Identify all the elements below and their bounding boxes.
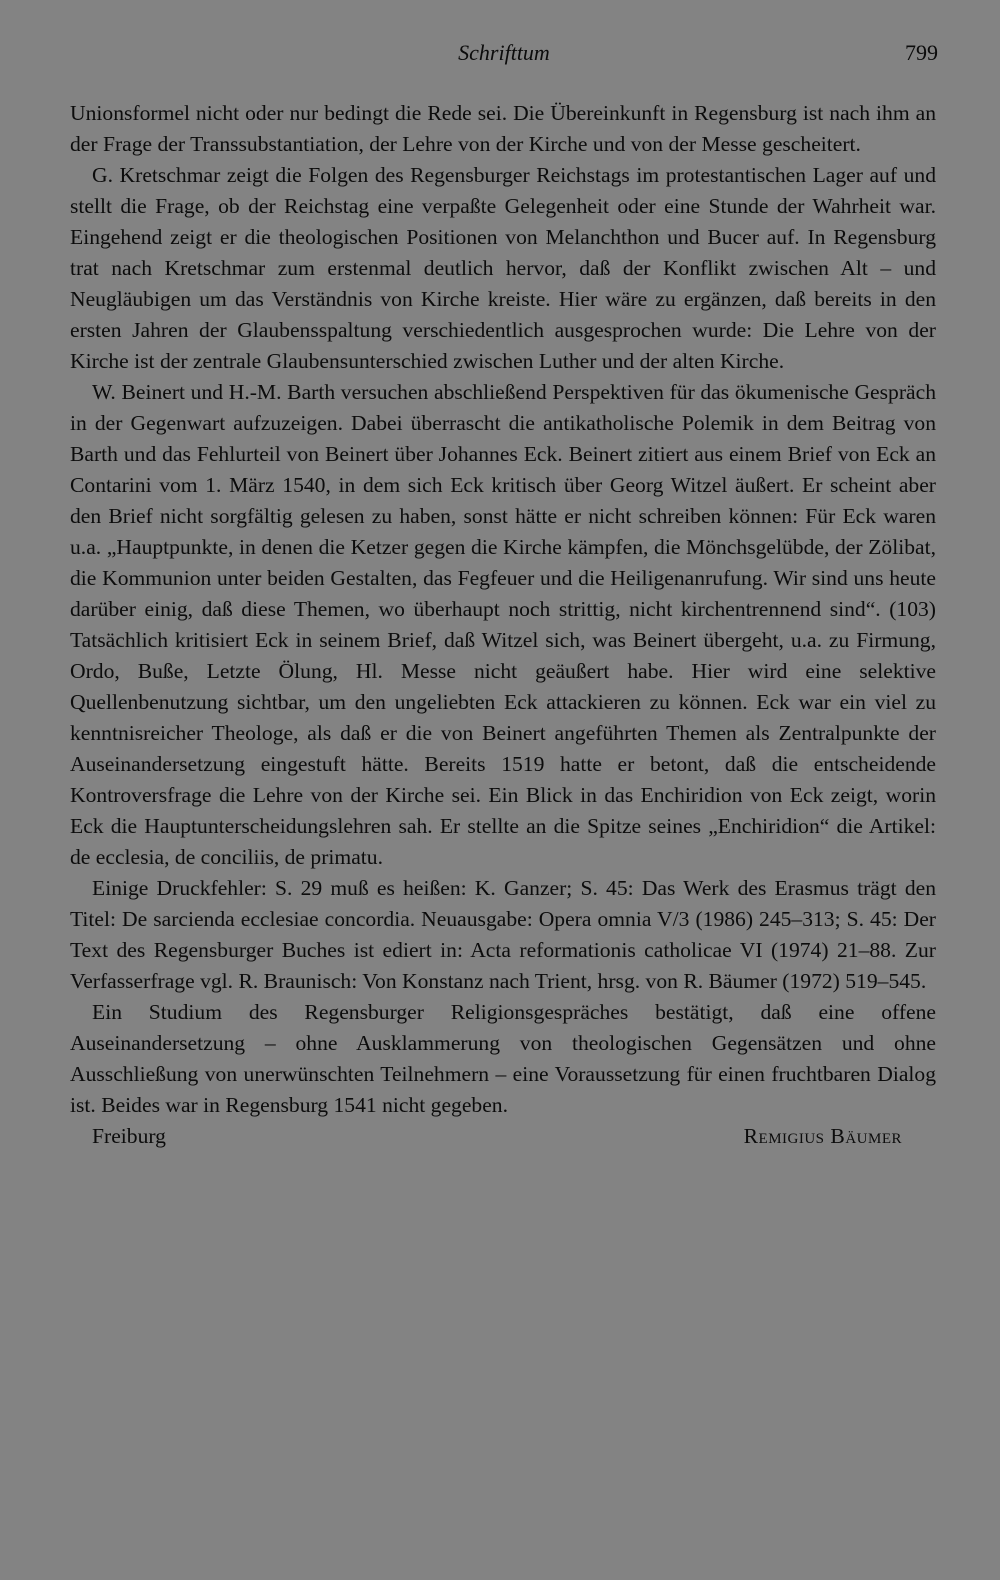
paragraph-5: Ein Studium des Regensburger Religionsgespräches bestätigt, daß eine offene Auseinandersetzung – ohne Ausklammerung von theologischen Gegensätzen und ohne Ausschließung von unerwünschten Teilnehmern – eine Voraussetzung für einen fruchtbaren Dialog ist. Beides war in Regensburg 1541 nicht gegeben. bbox=[70, 1000, 936, 1117]
page-header bbox=[70, 38, 938, 72]
running-title: Schrifttum bbox=[458, 40, 550, 65]
paragraph-3: W. Beinert und H.-M. Barth versuchen abschließend Perspektiven für das ökumenische Gespräch in der Gegenwart aufzuzeigen. Dabei überrascht die antikatholische Polemik in dem Beitrag von Barth und das Fehlurteil von Beinert über Johannes Eck. Beinert zitiert aus einem Brief von Eck an Contarini vom 1. März 1540, in dem sich Eck kritisch über Georg Witzel äußert. Er scheint aber den Brief nicht sorgfältig gelesen zu haben, sonst hätte er nicht schreiben können: Für Eck waren u.a. „Hauptpunkte, in denen die Ketzer gegen die Kirche kämpfen, die Mönchsgelübde, der Zölibat, die Kommunion unter beiden Gestalten, das Fegfeuer und die Heiligenanrufung. Wir sind uns heute darüber einig, daß diese Themen, wo überhaupt noch strittig, nicht kirchentrennend sind“. (103) Tatsächlich kritisiert Eck in seinem Brief, daß Witzel sich, was Beinert übergeht, u.a. zu Firmung, Ordo, Buße, Letzte Ölung, Hl. Messe nicht geäußert habe. Hier wird eine selektive Quellenbenutzung sichtbar, um den ungeliebten Eck attackieren zu können. Eck war ein viel zu kenntnisreicher Theologe, als daß er die von Beinert angeführten Themen als Zentralpunkte der Auseinandersetzung eingestuft hätte. Bereits 1519 hatte er betont, daß die entscheidende Kontroversfrage die Lehre von der Kirche sei. Ein Blick in das Enchiridion von Eck zeigt, worin Eck die Hauptunterscheidungslehren sah. Er stellte an die Spitze seines „Enchiridion“ die Artikel: de ecclesia, de conciliis, de primatu. bbox=[70, 380, 936, 869]
article-body bbox=[70, 98, 936, 1152]
signature-author: Remigius Bäumer bbox=[743, 1124, 902, 1148]
signature bbox=[70, 1121, 936, 1152]
page-number: 799 bbox=[905, 40, 938, 65]
signature-place: Freiburg bbox=[92, 1124, 166, 1148]
paragraph-4: Einige Druckfehler: S. 29 muß es heißen: K. Ganzer; S. 45: Das Werk des Erasmus trägt den Titel: De sarcienda ecclesiae concordia. Neuausgabe: Opera omnia V/3 (1986) 245–313; S. 45: Der Text des Regensburger Buches ist ediert in: Acta reformationis catholicae VI (1974) 21–88. Zur Verfasserfrage vgl. R. Braunisch: Von Konstanz nach Trient, hrsg. von R. Bäumer (1972) 519–545. bbox=[70, 876, 936, 993]
paragraph-1: Unionsformel nicht oder nur bedingt die Rede sei. Die Übereinkunft in Regensburg ist nach ihm an der Frage der Transsubstantiation, der Lehre von der Kirche und von der Messe gescheitert. bbox=[70, 101, 936, 156]
paragraph-2: G. Kretschmar zeigt die Folgen des Regensburger Reichstags im protestantischen Lager auf und stellt die Frage, ob der Reichstag eine verpaßte Gelegenheit oder eine Stunde der Wahrheit war. Eingehend zeigt er die theologischen Positionen von Melanchthon und Bucer auf. In Regensburg trat nach Kretschmar zum erstenmal deutlich hervor, daß der Konflikt zwischen Alt – und Neugläubigen um das Verständnis von Kirche kreiste. Hier wäre zu ergänzen, daß bereits in den ersten Jahren der Glaubensspaltung verschiedentlich ausgesprochen wurde: Die Lehre von der Kirche ist der zentrale Glaubensunterschied zwischen Luther und der alten Kirche. bbox=[70, 163, 936, 373]
